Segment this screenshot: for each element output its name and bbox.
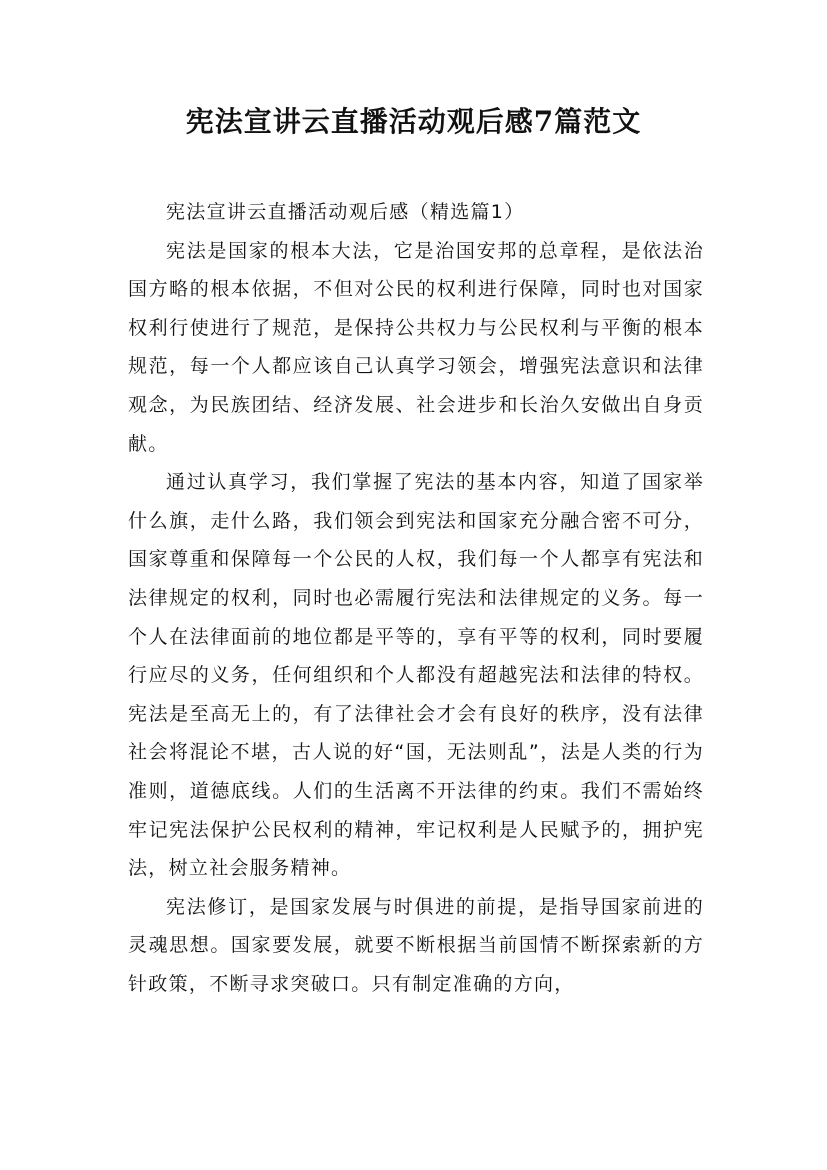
paragraph-1: 宪法是国家的根本大法，它是治国安邦的总章程，是依法治国方略的根本依据，不但对公民的权利进行保障，同时也对国家权利行使进行了规范，是保持公共权力与公民权利与平衡的根本规范，每一个人都应该自己认真学习领会，增强宪法意识和法律观念，为民族团结、经济发展、社会进步和长治久安做出自身贡献。 [128,239,704,455]
paragraph-2: 通过认真学习，我们掌握了宪法的基本内容，知道了国家举什么旗，走什么路，我们领会到宪法和国家充分融合密不可分，国家尊重和保障每一个公民的人权，我们每一个人都享有宪法和法律规定的权利，同时也必需履行宪法和法律规定的义务。每一个人在法律面前的地位都是平等的，享有平等的权利，同时要履行应尽的义务，任何组织和个人都没有超越宪法和法律的特权。宪法是至高无上的，有了法律社会才会有良好的秩序，没有法律社会将混论不堪，古人说的好“国，无法则乱”，法是人类的行为准则，道德底线。人们的生活离不开法律的约束。我们不需始终牢记宪法保护公民权利的精神，牢记权利是人民赋予的，拥护宪法，树立社会服务精神。 [128,471,704,880]
section-heading: 宪法宣讲云直播活动观后感（精选篇1） [166,201,525,223]
document-title: 宪法宣讲云直播活动观后感7篇范文 [185,105,642,138]
paragraph-3: 宪法修订，是国家发展与时俱进的前提，是指导国家前进的灵魂思想。国家要发展，就要不断根据当前国情不断探索新的方针政策，不断寻求突破口。只有制定准确的方向， [128,895,704,995]
document-body [128,193,704,1003]
